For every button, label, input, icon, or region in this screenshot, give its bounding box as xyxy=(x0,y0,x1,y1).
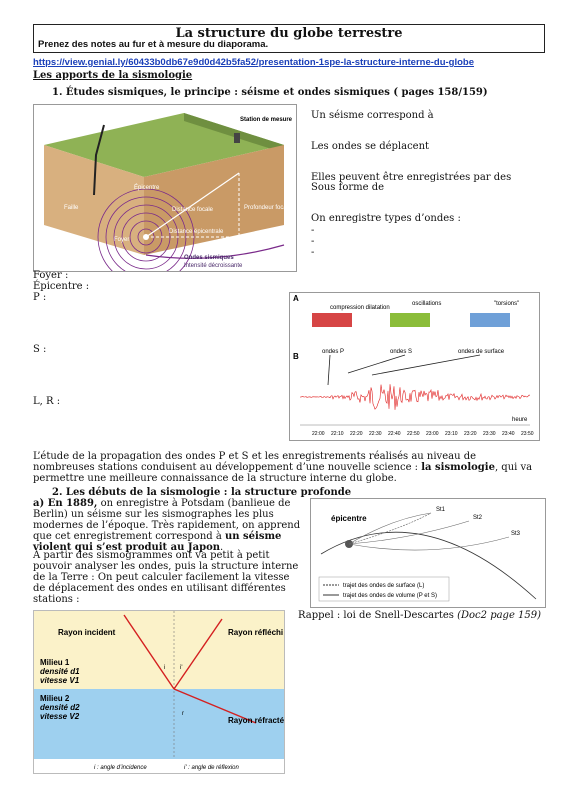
presentation-link[interactable]: https://view.genial.ly/60433b0db67e9d0d42b5fa52/presentation-1spe-la-structure-interne-du-globe xyxy=(33,57,474,68)
time-tick-label: 22:10 xyxy=(331,431,344,437)
legend-iprime: i' : angle de réflexion xyxy=(184,765,239,771)
label-epicentre: Épicentre : xyxy=(33,281,90,292)
st2-label: St2 xyxy=(473,515,483,521)
japan-text: on enregistre à Potsdam (banlieue de Berlin) un séisme sur les sismographes les plus modernes de l’époque. Très rapidement, on apprend que cet enregistrement correspond à xyxy=(33,498,301,542)
stations-svg xyxy=(311,499,545,607)
note-forme: Sous forme de xyxy=(311,182,385,193)
fig-b-label: B xyxy=(293,352,299,361)
torsions-label: "torsions" xyxy=(494,301,520,307)
paragraph-part-c: , qui va permettre une meilleure connaissance de la structure interne du globe. xyxy=(33,462,533,484)
paragraph-part-a: L’étude de la propagation des ondes P et S et les enregistrements réalisés au niveau de nombreuses stations conduisent au développement d’une nouvelle science : xyxy=(33,451,477,473)
profondeur-label: Profondeur focale xyxy=(244,205,292,211)
milieu1-label: Milieu 1 xyxy=(40,658,70,667)
japan-bold: un séisme violent qui s’est produit au Japon xyxy=(33,531,282,553)
distance-focale-label: Distance focale xyxy=(172,207,214,213)
sismologie-paragraph xyxy=(33,451,538,484)
note-types: On enregistre types d’ondes : xyxy=(311,213,461,224)
seismogram-trace xyxy=(300,384,530,410)
rappel-note xyxy=(298,610,541,621)
seismic-block-figure xyxy=(33,104,297,272)
section-title: Les apports de la sismologie xyxy=(33,70,193,81)
japan-paragraph xyxy=(33,498,303,553)
rayon-reflechi-label: Rayon réfléchi xyxy=(228,628,284,637)
label-s: S : xyxy=(33,344,47,355)
note-dash-2: - xyxy=(311,236,315,247)
fig-a-label: A xyxy=(293,294,299,303)
st3-label: St3 xyxy=(511,531,521,537)
time-tick-label: 22:40 xyxy=(388,431,401,437)
epicentre-3-label: épicentre xyxy=(331,514,367,523)
time-tick-label: 23:50 xyxy=(521,431,534,437)
note-enregistrees: Elles peuvent être enregistrées par des xyxy=(311,172,512,183)
angle-iprime-label: i' xyxy=(180,665,183,671)
oscillations-label: oscillations xyxy=(412,301,442,307)
ondes-surface-label: ondes de surface xyxy=(458,349,505,355)
stations-figure xyxy=(310,498,546,608)
time-tick-label: 23:30 xyxy=(483,431,496,437)
ondes-label: Ondes sismiques xyxy=(184,255,234,261)
note-dash-3: - xyxy=(311,247,315,258)
densite2-label: densité d2 xyxy=(40,703,80,712)
rappel-ref: (Doc2 page 159) xyxy=(457,610,542,621)
faille-label: Faille xyxy=(64,205,79,211)
intensite-label: Intensité décroissante xyxy=(184,263,243,269)
page-subtitle: Prenez des notes au fur et à mesure du diaporama. xyxy=(38,39,269,50)
epicentre-label: Épicentre xyxy=(134,185,160,191)
rappel-text: Rappel : loi de Snell-Descartes xyxy=(298,610,458,621)
time-tick-label: 22:00 xyxy=(312,431,325,437)
time-tick-label: 22:50 xyxy=(407,431,420,437)
note-ondes: Les ondes se déplacent xyxy=(311,141,430,152)
compression-label: compression dilatation xyxy=(330,305,390,311)
label-foyer: Foyer : xyxy=(33,270,69,281)
japan-end: . xyxy=(220,542,224,553)
legend-i: i : angle d’incidence xyxy=(94,765,147,771)
station-label: Station de mesure xyxy=(240,117,293,123)
snell-svg xyxy=(34,611,284,773)
time-tick-label: 22:20 xyxy=(350,431,363,437)
time-tick-label: 23:20 xyxy=(464,431,477,437)
time-tick-label: 22:30 xyxy=(369,431,382,437)
angle-r-label: r xyxy=(182,711,184,717)
foyer-label: Foyer xyxy=(114,237,130,243)
vitesse2-label: vitesse V2 xyxy=(40,712,80,721)
note-seisme: Un séisme correspond à xyxy=(311,110,434,121)
page-title: La structure du globe terrestre xyxy=(175,26,403,41)
distance-epi-label: Distance épicentrale xyxy=(169,229,224,235)
title-box xyxy=(33,24,545,53)
legend-volume: trajet des ondes de volume (P et S) xyxy=(343,593,437,599)
paragraph-part-b: la sismologie xyxy=(421,462,495,473)
year-1889: a) En 1889, xyxy=(33,498,98,509)
rayon-incident-label: Rayon incident xyxy=(58,628,116,637)
rayon-refracte-label: Rayon réfracté xyxy=(228,716,284,725)
st1-label: St1 xyxy=(436,507,446,513)
part1-heading: 1. Études sismiques, le principe : séisme et ondes sismiques ( pages 158/159) xyxy=(52,87,488,98)
seismogram-svg xyxy=(290,293,539,440)
densite1-label: densité d1 xyxy=(40,667,80,676)
analysis-paragraph: A partir des sismogrammes ont va petit à petit pouvoir analyser les ondes, puis la structure interne de la Terre : On peut calculer facilement la vitesse de déplacement des ondes en utilisant différentes stations : xyxy=(33,550,299,605)
time-tick-label: 23:10 xyxy=(445,431,458,437)
heure-label: heure xyxy=(512,417,528,423)
ondes-s-label: ondes S xyxy=(390,349,413,355)
legend-surface: trajet des ondes de surface (L) xyxy=(343,583,425,589)
label-lr: L, R : xyxy=(33,396,61,407)
vitesse1-label: vitesse V1 xyxy=(40,676,80,685)
angle-i-label: i xyxy=(164,665,166,671)
time-tick-label: 23:40 xyxy=(502,431,515,437)
seismogram-figure xyxy=(289,292,540,441)
ondes-p-label: ondes P xyxy=(322,349,345,355)
time-tick-label: 23:00 xyxy=(426,431,439,437)
seismic-block-svg xyxy=(34,105,296,271)
snell-figure xyxy=(33,610,285,774)
milieu2-label: Milieu 2 xyxy=(40,694,70,703)
label-p: P : xyxy=(33,292,47,303)
note-dash-1: - xyxy=(311,225,315,236)
part2-heading: 2. Les débuts de la sismologie : la structure profonde xyxy=(52,487,352,498)
